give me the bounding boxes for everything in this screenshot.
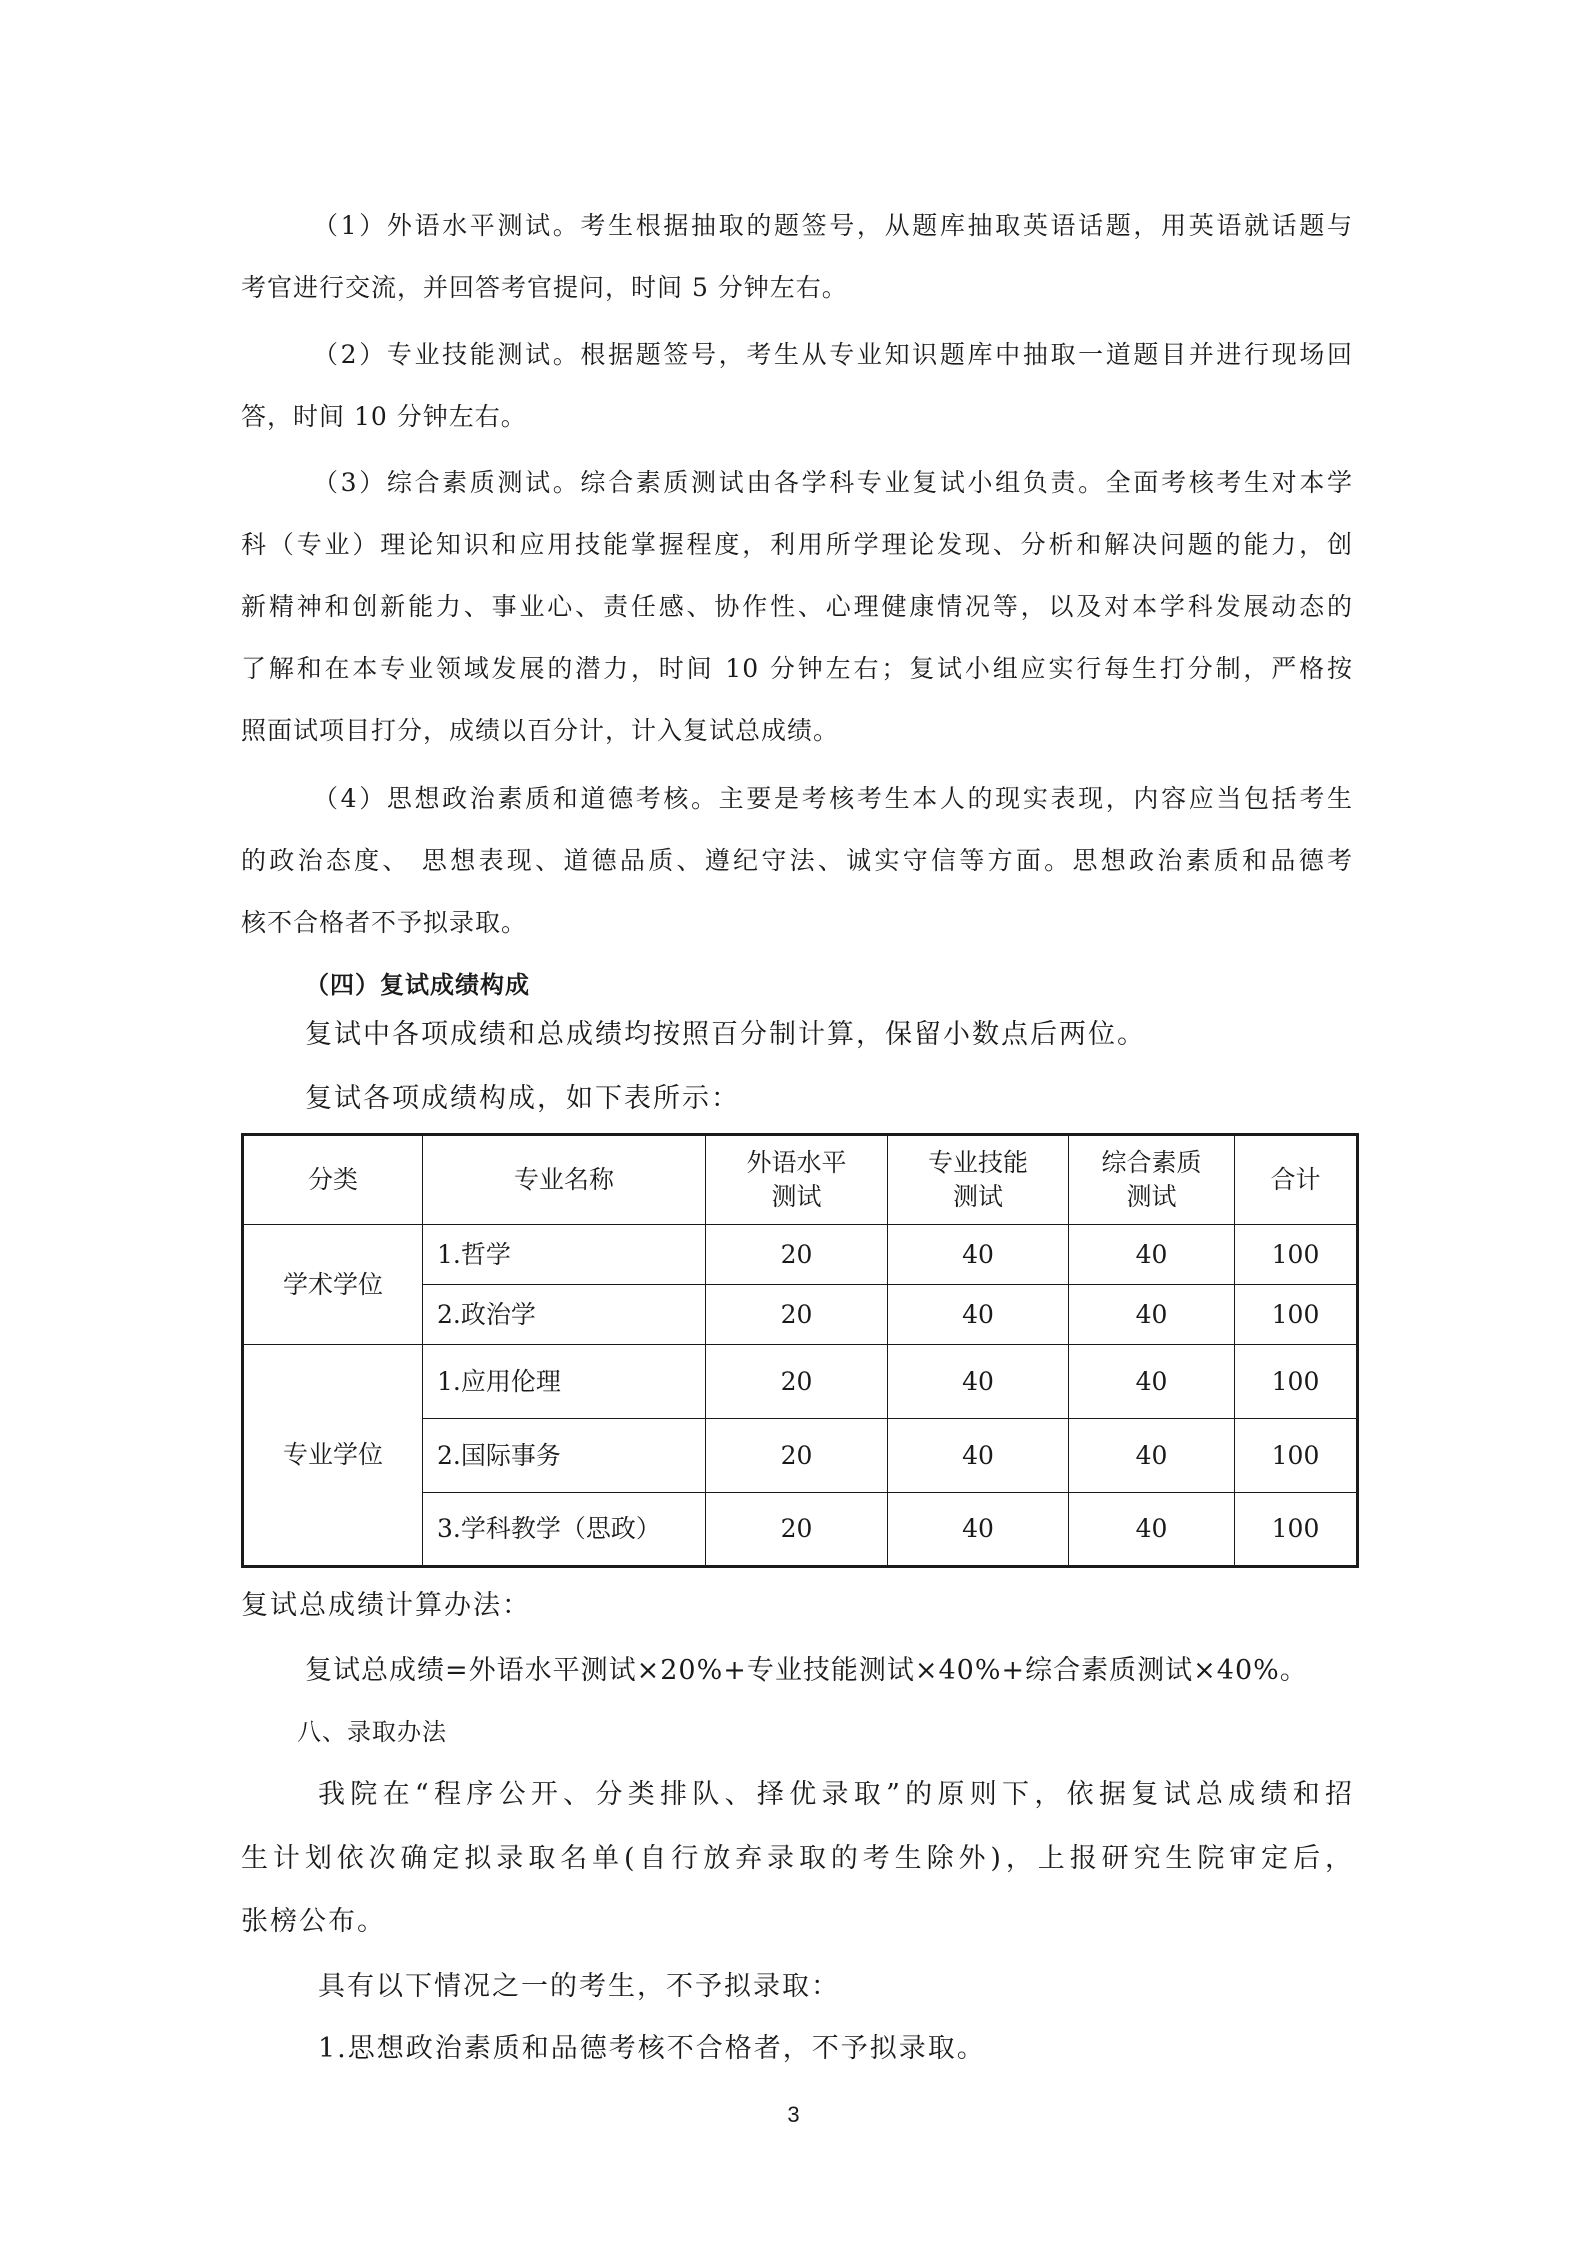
paragraph-line: 复试总成绩计算办法：	[241, 1590, 531, 1621]
paragraph-line: 科（专业）理论知识和应用技能掌握程度，利用所学理论发现、分析和解决问题的能力，创	[241, 530, 1353, 559]
paragraph-line: 复试各项成绩构成，如下表所示：	[305, 1083, 740, 1114]
paragraph-line: 照面试项目打分，成绩以百分计，计入复试总成绩。	[241, 716, 840, 745]
page-number: 3	[787, 2102, 800, 2127]
paragraph-line: （1）外语水平测试。考生根据抽取的题签号，从题库抽取英语话题，用英语就话题与	[313, 211, 1353, 240]
header-comprehensive-test: 综合素质 测试	[1069, 1135, 1235, 1225]
total-cell: 100	[1235, 1225, 1358, 1285]
score-cell: 40	[1069, 1285, 1235, 1345]
score-cell: 20	[706, 1419, 888, 1493]
paragraph-line: （3）综合素质测试。综合素质测试由各学科专业复试小组负责。全面考核考生对本学	[313, 468, 1353, 497]
paragraph-line: 1.思想政治素质和品德考核不合格者，不予拟录取。	[318, 2033, 986, 2064]
paragraph-line: 张榜公布。	[241, 1906, 386, 1937]
score-cell: 40	[1069, 1419, 1235, 1493]
paragraph-line: 的政治态度、 思想表现、道德品质、遵纪守法、诚实守信等方面。思想政治素质和品德考	[241, 846, 1353, 875]
score-cell: 20	[706, 1345, 888, 1419]
score-cell: 40	[1069, 1345, 1235, 1419]
category-cell: 学术学位	[243, 1225, 423, 1345]
major-cell: 2.政治学	[423, 1285, 706, 1345]
header-total: 合计	[1235, 1135, 1358, 1225]
major-cell: 1.应用伦理	[423, 1345, 706, 1419]
score-cell: 40	[1069, 1493, 1235, 1567]
score-cell: 40	[888, 1225, 1069, 1285]
score-cell: 40	[1069, 1225, 1235, 1285]
section-heading: （四）复试成绩构成	[305, 971, 530, 999]
total-cell: 100	[1235, 1285, 1358, 1345]
total-cell: 100	[1235, 1419, 1358, 1493]
paragraph-line: （2）专业技能测试。根据题签号，考生从专业知识题库中抽取一道题目并进行现场回	[313, 340, 1353, 369]
paragraph-line: 我院在“程序公开、分类排队、择优录取”的原则下，依据复试总成绩和招	[318, 1779, 1354, 1810]
paragraph-line: 答，时间 10 分钟左右。	[241, 402, 527, 431]
major-cell: 1.哲学	[423, 1225, 706, 1285]
paragraph-line: 考官进行交流，并回答考官提问，时间 5 分钟左右。	[241, 273, 848, 302]
total-cell: 100	[1235, 1493, 1358, 1567]
score-cell: 40	[888, 1345, 1069, 1419]
score-cell: 20	[706, 1285, 888, 1345]
paragraph-line: 新精神和创新能力、事业心、责任感、协作性、心理健康情况等，以及对本学科发展动态的	[241, 592, 1353, 621]
header-category: 分类	[243, 1135, 423, 1225]
header-skill-test: 专业技能 测试	[888, 1135, 1069, 1225]
section-heading: 八、录取办法	[297, 1718, 447, 1746]
paragraph-line: （4）思想政治素质和道德考核。主要是考核考生本人的现实表现，内容应当包括考生	[313, 784, 1353, 813]
category-cell: 专业学位	[243, 1345, 423, 1567]
header-language-test: 外语水平 测试	[706, 1135, 888, 1225]
score-composition-table	[241, 1133, 1359, 1568]
formula-line: 复试总成绩=外语水平测试×20%+专业技能测试×40%+综合素质测试×40%。	[305, 1655, 1308, 1686]
score-cell: 40	[888, 1285, 1069, 1345]
table-row	[243, 1225, 1358, 1285]
paragraph-line: 生计划依次确定拟录取名单(自行放弃录取的考生除外)，上报研究生院审定后，	[241, 1843, 1354, 1874]
paragraph-line: 核不合格者不予拟录取。	[241, 908, 528, 937]
paragraph-line: 复试中各项成绩和总成绩均按照百分制计算，保留小数点后两位。	[305, 1019, 1146, 1050]
score-cell: 40	[888, 1493, 1069, 1567]
total-cell: 100	[1235, 1345, 1358, 1419]
score-cell: 20	[706, 1225, 888, 1285]
paragraph-line: 了解和在本专业领域发展的潜力，时间 10 分钟左右；复试小组应实行每生打分制，严格按	[241, 654, 1353, 683]
score-cell: 20	[706, 1493, 888, 1567]
major-cell: 2.国际事务	[423, 1419, 706, 1493]
major-cell: 3.学科教学（思政）	[423, 1493, 706, 1567]
table-header-row	[243, 1135, 1358, 1225]
table-row	[243, 1345, 1358, 1419]
paragraph-line: 具有以下情况之一的考生，不予拟录取：	[318, 1971, 840, 2002]
header-major: 专业名称	[423, 1135, 706, 1225]
score-cell: 40	[888, 1419, 1069, 1493]
